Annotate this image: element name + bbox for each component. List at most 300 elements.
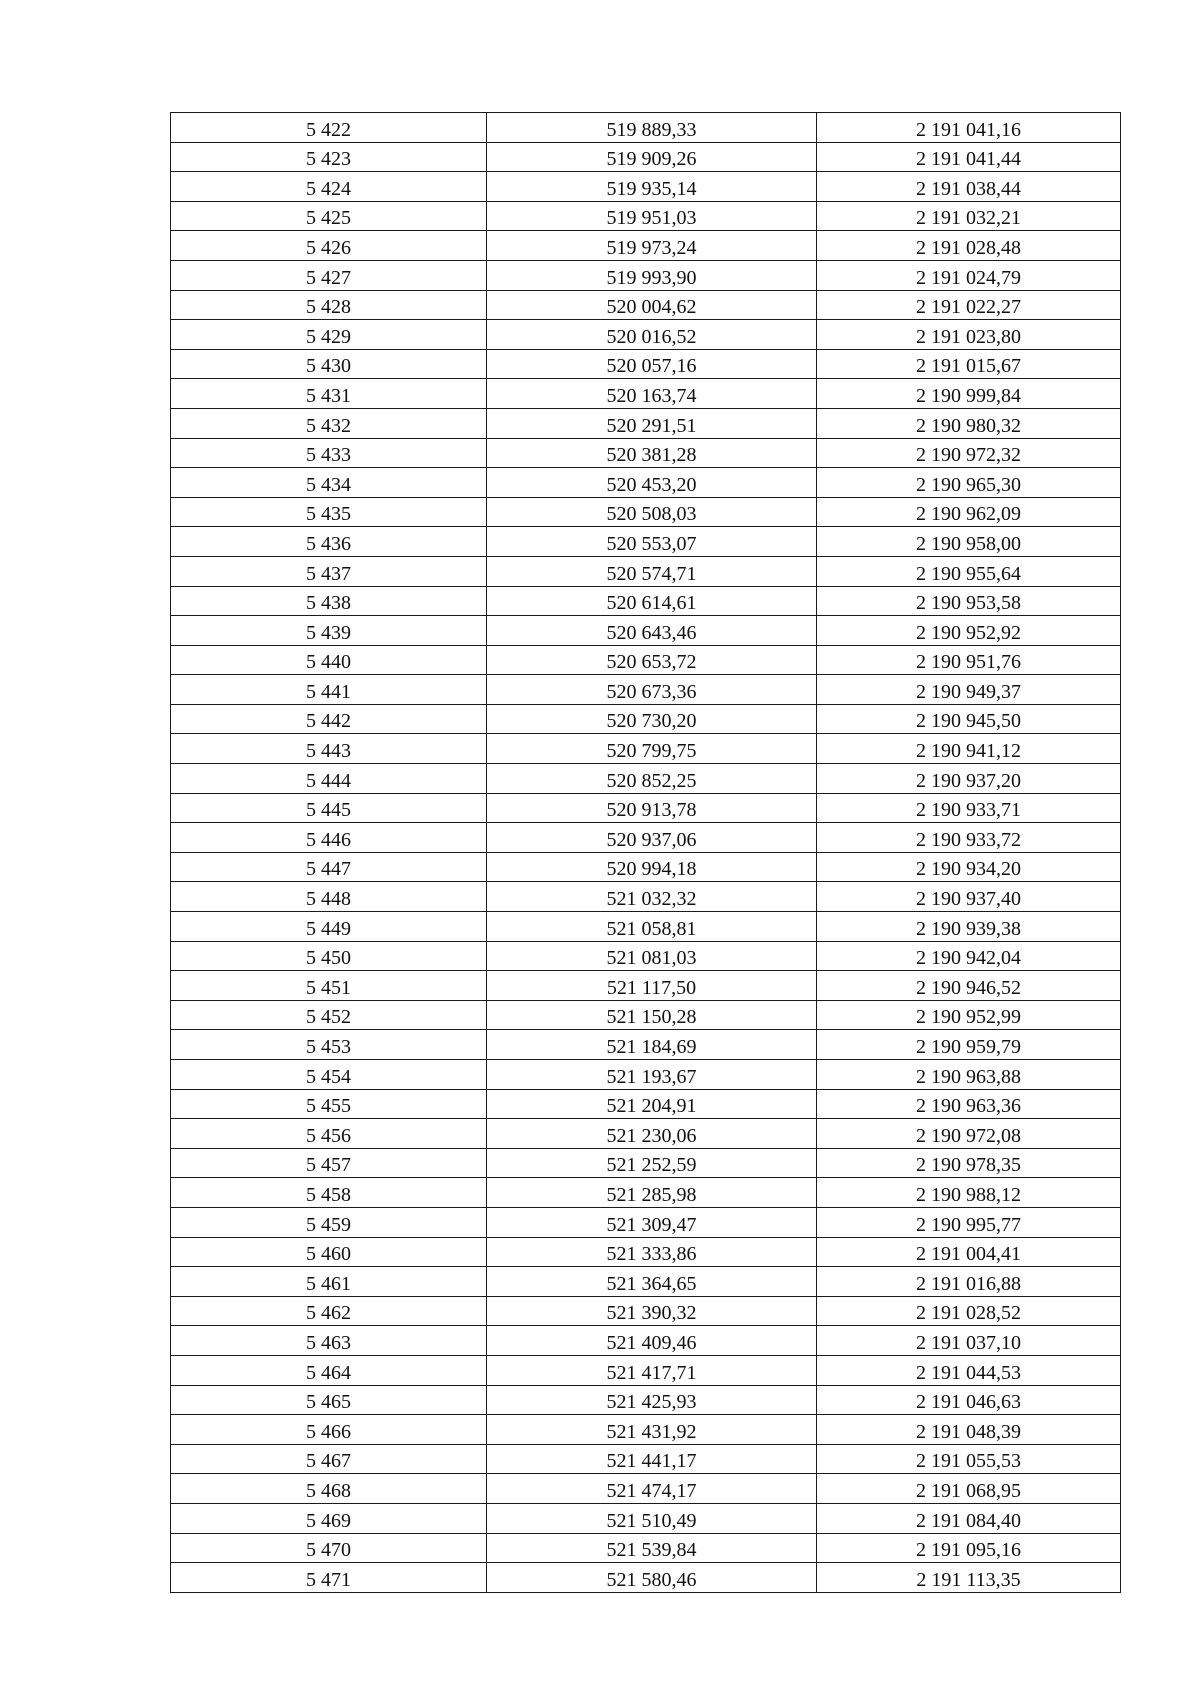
table-row [171,971,1121,1001]
table-row [171,764,1121,794]
cell-text: 5 454 [306,1065,351,1088]
cell-text: 2 191 023,80 [916,325,1021,348]
y-coordinate-cell [817,1030,1121,1060]
x-coordinate-cell [487,1563,817,1593]
point-number-cell [171,1089,487,1119]
point-number-cell [171,616,487,646]
table-row [171,172,1121,202]
table-row [171,1207,1121,1237]
cell-text: 2 190 999,84 [916,384,1021,407]
y-coordinate-cell [817,793,1121,823]
point-number-cell [171,1563,487,1593]
y-coordinate-cell [817,882,1121,912]
y-coordinate-cell [817,1148,1121,1178]
cell-text: 520 730,20 [606,710,697,733]
cell-text: 521 409,46 [606,1331,697,1354]
cell-text: 521 425,93 [606,1391,697,1414]
point-number-cell [171,1148,487,1178]
cell-text: 521 364,65 [606,1272,697,1295]
y-coordinate-cell [817,645,1121,675]
cell-text: 2 191 037,10 [916,1331,1021,1354]
table-row [171,912,1121,942]
point-number-cell [171,113,487,143]
y-coordinate-cell [817,1444,1121,1474]
table-row [171,113,1121,143]
cell-text: 5 436 [306,532,351,555]
cell-text: 5 465 [306,1391,351,1414]
y-coordinate-cell [817,616,1121,646]
x-coordinate-cell [487,349,817,379]
cell-text: 520 614,61 [606,592,697,615]
point-number-cell [171,882,487,912]
cell-text: 520 508,03 [606,503,697,526]
cell-text: 520 673,36 [606,680,697,703]
x-coordinate-cell [487,1415,817,1445]
y-coordinate-cell [817,1089,1121,1119]
table-row [171,290,1121,320]
point-number-cell [171,1474,487,1504]
cell-text: 521 441,17 [606,1450,697,1473]
cell-text: 5 442 [306,710,351,733]
x-coordinate-cell [487,586,817,616]
y-coordinate-cell [817,1207,1121,1237]
coordinates-table [170,112,1121,1593]
point-number-cell [171,1000,487,1030]
cell-text: 520 913,78 [606,799,697,822]
point-number-cell [171,1237,487,1267]
y-coordinate-cell [817,260,1121,290]
cell-text: 2 190 980,32 [916,414,1021,437]
y-coordinate-cell [817,1385,1121,1415]
cell-text: 521 081,03 [606,947,697,970]
table-row [171,1030,1121,1060]
cell-text: 5 466 [306,1420,351,1443]
y-coordinate-cell [817,497,1121,527]
x-coordinate-cell [487,1385,817,1415]
cell-text: 521 193,67 [606,1065,697,1088]
point-number-cell [171,586,487,616]
point-number-cell [171,1503,487,1533]
y-coordinate-cell [817,1296,1121,1326]
cell-text: 5 449 [306,917,351,940]
table-row [171,823,1121,853]
table-row [171,852,1121,882]
cell-text: 520 937,06 [606,828,697,851]
y-coordinate-cell [817,675,1121,705]
y-coordinate-cell [817,912,1121,942]
cell-text: 5 444 [306,769,351,792]
cell-text: 521 510,49 [606,1509,697,1532]
x-coordinate-cell [487,1089,817,1119]
point-number-cell [171,852,487,882]
cell-text: 5 463 [306,1331,351,1354]
x-coordinate-cell [487,1148,817,1178]
cell-text: 2 190 937,40 [916,888,1021,911]
table-row [171,586,1121,616]
cell-text: 5 438 [306,592,351,615]
point-number-cell [171,527,487,557]
cell-text: 520 799,75 [606,740,697,763]
cell-text: 2 190 945,50 [916,710,1021,733]
cell-text: 520 643,46 [606,621,697,644]
cell-text: 521 390,32 [606,1302,697,1325]
point-number-cell [171,142,487,172]
cell-text: 519 973,24 [606,236,697,259]
table-row [171,1267,1121,1297]
point-number-cell [171,1030,487,1060]
x-coordinate-cell [487,645,817,675]
x-coordinate-cell [487,556,817,586]
x-coordinate-cell [487,260,817,290]
x-coordinate-cell [487,1119,817,1149]
cell-text: 2 191 024,79 [916,266,1021,289]
cell-text: 5 458 [306,1183,351,1206]
x-coordinate-cell [487,320,817,350]
y-coordinate-cell [817,1355,1121,1385]
x-coordinate-cell [487,172,817,202]
point-number-cell [171,793,487,823]
cell-text: 2 190 988,12 [916,1183,1021,1206]
table-row [171,231,1121,261]
y-coordinate-cell [817,1326,1121,1356]
table-row [171,527,1121,557]
cell-text: 2 191 041,44 [916,148,1021,171]
cell-text: 5 422 [306,118,351,141]
cell-text: 2 191 048,39 [916,1420,1021,1443]
y-coordinate-cell [817,764,1121,794]
x-coordinate-cell [487,852,817,882]
cell-text: 5 430 [306,355,351,378]
cell-text: 5 435 [306,503,351,526]
cell-text: 2 191 041,16 [916,118,1021,141]
y-coordinate-cell [817,1178,1121,1208]
cell-text: 520 574,71 [606,562,697,585]
cell-text: 520 453,20 [606,473,697,496]
point-number-cell [171,1355,487,1385]
cell-text: 5 428 [306,296,351,319]
cell-text: 2 191 032,21 [916,207,1021,230]
cell-text: 5 471 [306,1568,351,1591]
x-coordinate-cell [487,1237,817,1267]
cell-text: 521 333,86 [606,1243,697,1266]
cell-text: 2 191 095,16 [916,1539,1021,1562]
table-row [171,349,1121,379]
point-number-cell [171,1326,487,1356]
cell-text: 5 431 [306,384,351,407]
cell-text: 2 190 958,00 [916,532,1021,555]
cell-text: 2 190 953,58 [916,592,1021,615]
cell-text: 519 889,33 [606,118,697,141]
cell-text: 5 455 [306,1095,351,1118]
cell-text: 5 440 [306,651,351,674]
y-coordinate-cell [817,527,1121,557]
x-coordinate-cell [487,1355,817,1385]
table-row [171,497,1121,527]
cell-text: 2 191 068,95 [916,1479,1021,1502]
cell-text: 521 184,69 [606,1036,697,1058]
cell-text: 5 448 [306,888,351,911]
x-coordinate-cell [487,616,817,646]
point-number-cell [171,1415,487,1445]
y-coordinate-cell [817,379,1121,409]
x-coordinate-cell [487,1503,817,1533]
table-row [171,616,1121,646]
table-row [171,438,1121,468]
cell-text: 5 464 [306,1361,351,1384]
x-coordinate-cell [487,1444,817,1474]
x-coordinate-cell [487,231,817,261]
y-coordinate-cell [817,1060,1121,1090]
point-number-cell [171,260,487,290]
cell-text: 521 117,50 [606,976,697,999]
cell-text: 5 468 [306,1479,351,1502]
point-number-cell [171,1385,487,1415]
y-coordinate-cell [817,1237,1121,1267]
point-number-cell [171,497,487,527]
cell-text: 2 190 942,04 [916,947,1021,970]
table-row [171,142,1121,172]
x-coordinate-cell [487,704,817,734]
cell-text: 519 935,14 [606,177,697,200]
x-coordinate-cell [487,527,817,557]
point-number-cell [171,231,487,261]
cell-text: 5 446 [306,828,351,851]
point-number-cell [171,912,487,942]
table-row [171,1563,1121,1593]
table-row [171,1385,1121,1415]
cell-text: 2 190 952,99 [916,1006,1021,1029]
point-number-cell [171,468,487,498]
cell-text: 2 190 995,77 [916,1213,1021,1236]
cell-text: 2 190 941,12 [916,740,1021,763]
cell-text: 520 994,18 [606,858,697,881]
point-number-cell [171,734,487,764]
y-coordinate-cell [817,142,1121,172]
point-number-cell [171,1267,487,1297]
y-coordinate-cell [817,290,1121,320]
point-number-cell [171,201,487,231]
point-number-cell [171,1060,487,1090]
x-coordinate-cell [487,793,817,823]
cell-text: 5 434 [306,473,351,496]
cell-text: 520 553,07 [606,532,697,555]
cell-text: 5 429 [306,325,351,348]
cell-text: 5 461 [306,1272,351,1295]
table-row [171,320,1121,350]
table-row [171,941,1121,971]
cell-text: 5 467 [306,1450,351,1473]
y-coordinate-cell [817,1474,1121,1504]
y-coordinate-cell [817,468,1121,498]
cell-text: 521 032,32 [606,888,697,911]
table-row [171,1503,1121,1533]
table-row [171,1415,1121,1445]
cell-text: 2 191 004,41 [916,1243,1021,1266]
y-coordinate-cell [817,438,1121,468]
y-coordinate-cell [817,113,1121,143]
cell-text: 520 057,16 [606,355,697,378]
cell-text: 5 445 [306,799,351,822]
x-coordinate-cell [487,1533,817,1563]
cell-text: 521 204,91 [606,1095,697,1118]
cell-text: 2 191 084,40 [916,1509,1021,1532]
table-row [171,704,1121,734]
cell-text: 5 439 [306,621,351,644]
table-row [171,1237,1121,1267]
cell-text: 520 653,72 [606,651,697,674]
cell-text: 520 004,62 [606,296,697,319]
cell-text: 2 190 949,37 [916,680,1021,703]
y-coordinate-cell [817,586,1121,616]
cell-text: 2 190 962,09 [916,503,1021,526]
cell-text: 5 432 [306,414,351,437]
x-coordinate-cell [487,1326,817,1356]
y-coordinate-cell [817,971,1121,1001]
cell-text: 2 191 015,67 [916,355,1021,378]
cell-text: 5 443 [306,740,351,763]
x-coordinate-cell [487,764,817,794]
cell-text: 2 190 952,92 [916,621,1021,644]
table-row [171,1060,1121,1090]
cell-text: 5 452 [306,1006,351,1029]
table-row [171,408,1121,438]
cell-text: 2 190 955,64 [916,562,1021,585]
cell-text: 5 441 [306,680,351,703]
table-row [171,882,1121,912]
table-row [171,645,1121,675]
x-coordinate-cell [487,1207,817,1237]
x-coordinate-cell [487,882,817,912]
x-coordinate-cell [487,1030,817,1060]
cell-text: 5 451 [306,976,351,999]
cell-text: 521 309,47 [606,1213,697,1236]
cell-text: 2 190 965,30 [916,473,1021,496]
cell-text: 521 417,71 [606,1361,697,1384]
cell-text: 2 190 972,08 [916,1124,1021,1147]
cell-text: 5 456 [306,1124,351,1147]
x-coordinate-cell [487,1060,817,1090]
x-coordinate-cell [487,971,817,1001]
point-number-cell [171,1207,487,1237]
x-coordinate-cell [487,113,817,143]
cell-text: 520 016,52 [606,325,697,348]
cell-text: 5 424 [306,177,351,200]
cell-text: 521 150,28 [606,1006,697,1029]
x-coordinate-cell [487,1474,817,1504]
cell-text: 521 431,92 [606,1420,697,1443]
cell-text: 2 190 951,76 [916,651,1021,674]
cell-text: 521 580,46 [606,1568,697,1591]
table-row [171,468,1121,498]
table-row [171,1178,1121,1208]
x-coordinate-cell [487,675,817,705]
x-coordinate-cell [487,1178,817,1208]
y-coordinate-cell [817,1503,1121,1533]
point-number-cell [171,645,487,675]
point-number-cell [171,438,487,468]
cell-text: 519 993,90 [606,266,697,289]
point-number-cell [171,1119,487,1149]
cell-text: 2 190 946,52 [916,976,1021,999]
point-number-cell [171,320,487,350]
y-coordinate-cell [817,231,1121,261]
y-coordinate-cell [817,1563,1121,1593]
y-coordinate-cell [817,941,1121,971]
cell-text: 2 191 055,53 [916,1450,1021,1473]
cell-text: 5 425 [306,207,351,230]
y-coordinate-cell [817,734,1121,764]
point-number-cell [171,1444,487,1474]
point-number-cell [171,675,487,705]
y-coordinate-cell [817,1415,1121,1445]
point-number-cell [171,1178,487,1208]
table-row [171,1326,1121,1356]
point-number-cell [171,290,487,320]
cell-text: 2 190 937,20 [916,769,1021,792]
x-coordinate-cell [487,497,817,527]
y-coordinate-cell [817,320,1121,350]
cell-text: 2 190 978,35 [916,1154,1021,1177]
table-row [171,1119,1121,1149]
table-row [171,734,1121,764]
point-number-cell [171,172,487,202]
table-row [171,556,1121,586]
y-coordinate-cell [817,823,1121,853]
cell-text: 519 909,26 [606,148,697,171]
cell-text: 5 437 [306,562,351,585]
point-number-cell [171,823,487,853]
cell-text: 520 852,25 [606,769,697,792]
coordinates-table-body [171,113,1121,1593]
cell-text: 2 190 939,38 [916,917,1021,940]
x-coordinate-cell [487,1000,817,1030]
x-coordinate-cell [487,734,817,764]
x-coordinate-cell [487,438,817,468]
table-row [171,260,1121,290]
x-coordinate-cell [487,823,817,853]
y-coordinate-cell [817,172,1121,202]
y-coordinate-cell [817,704,1121,734]
cell-text: 2 191 044,53 [916,1361,1021,1384]
point-number-cell [171,349,487,379]
cell-text: 5 459 [306,1213,351,1236]
table-row [171,793,1121,823]
cell-text: 521 474,17 [606,1479,697,1502]
table-row [171,1296,1121,1326]
point-number-cell [171,1296,487,1326]
cell-text: 5 450 [306,947,351,970]
cell-text: 521 539,84 [606,1539,697,1562]
point-number-cell [171,704,487,734]
cell-text: 5 460 [306,1243,351,1266]
cell-text: 5 462 [306,1302,351,1325]
cell-text: 2 190 934,20 [916,858,1021,881]
table-row [171,1444,1121,1474]
cell-text: 2 191 028,48 [916,236,1021,259]
cell-text: 521 285,98 [606,1183,697,1206]
cell-text: 5 426 [306,236,351,259]
y-coordinate-cell [817,1119,1121,1149]
y-coordinate-cell [817,556,1121,586]
cell-text: 2 190 959,79 [916,1036,1021,1058]
x-coordinate-cell [487,290,817,320]
cell-text: 521 252,59 [606,1154,697,1177]
table-row [171,201,1121,231]
x-coordinate-cell [487,941,817,971]
x-coordinate-cell [487,1267,817,1297]
table-row [171,1148,1121,1178]
cell-text: 521 058,81 [606,917,697,940]
